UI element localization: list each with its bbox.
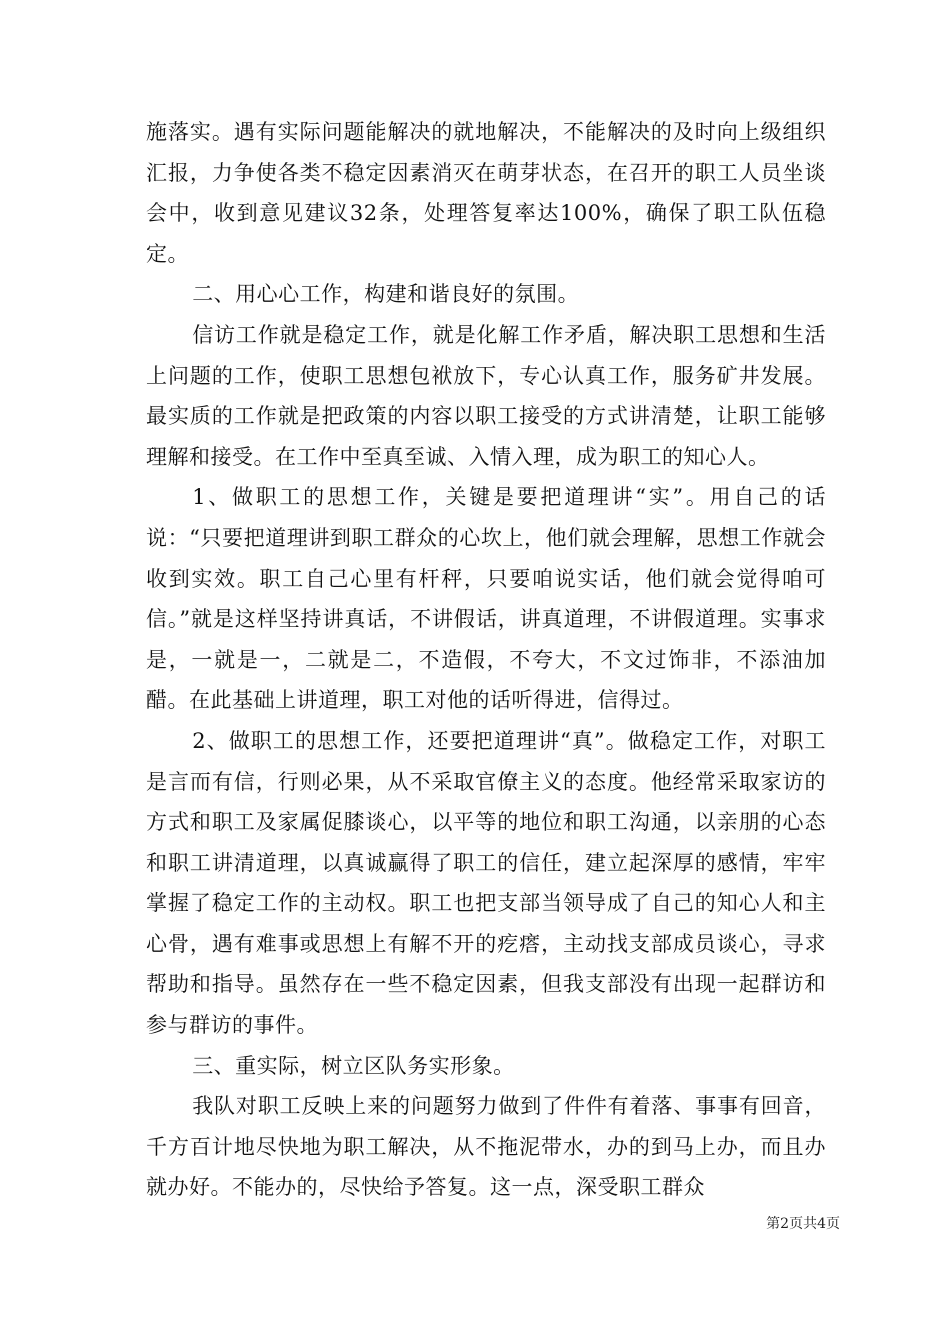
paragraph-continuation: 施落实。遇有实际问题能解决的就地解决，不能解决的及时向上级组织汇报，力争使各类不稳定因素消灭在萌芽状态，在召开的职工人员坐谈会中，收到意见建议32条，处理答复率达100%，确保了职工队伍稳定。 [146, 120, 826, 266]
paragraph: 信访工作就是稳定工作，就是化解工作矛盾，解决职工思想和生活上问题的工作，使职工思想包袱放下，专心认真工作，服务矿井发展。最实质的工作就是把政策的内容以职工接受的方式讲清楚，让职工能够理解和接受。在工作中至真至诚、入情入理，成为职工的知心人。 [146, 322, 826, 469]
document-body [146, 112, 826, 1208]
page-number-footer: 第2页共4页 [766, 1216, 840, 1232]
section-heading-2: 二、用心心工作，构建和谐良好的氛围。 [192, 282, 580, 307]
paragraph: 我队对职工反映上来的问题努力做到了件件有着落、事事有回音，千方百计地尽快地为职工解决，从不拖泥带水，办的到马上办，而且办就办好。不能办的，尽快给予答复。这一点，深受职工群众 [146, 1094, 826, 1200]
section-heading-3: 三、重实际，树立区队务实形象。 [192, 1053, 515, 1078]
paragraph: 2、做职工的思想工作，还要把道理讲“真”。做稳定工作，对职工是言而有信，行则必果，从不采取官僚主义的态度。他经常采取家访的方式和职工及家属促膝谈心，以平等的地位和职工沟通，以亲朋的心态和职工讲清道理，以真诚赢得了职工的信任，建立起深厚的感情，牢牢掌握了稳定工作的主动权。职工也把支部当领导成了自己的知心人和主心骨，遇有难事或思想上有解不开的疙瘩，主动找支部成员谈心，寻求帮助和指导。虽然存在一些不稳定因素，但我支部没有出现一起群访和参与群访的事件。 [146, 728, 826, 1038]
paragraph: 1、做职工的思想工作，关键是要把道理讲“实”。用自己的话说：“只要把道理讲到职工群众的心坎上，他们就会理解，思想工作就会收到实效。职工自己心里有杆秤，只要咱说实话，他们就会觉得咱可信。”就是这样坚持讲真话，不讲假话，讲真道理，不讲假道理。实事求是，一就是一，二就是二，不造假，不夸大，不文过饰非，不添油加醋。在此基础上讲道理，职工对他的话听得进，信得过。 [146, 485, 826, 713]
